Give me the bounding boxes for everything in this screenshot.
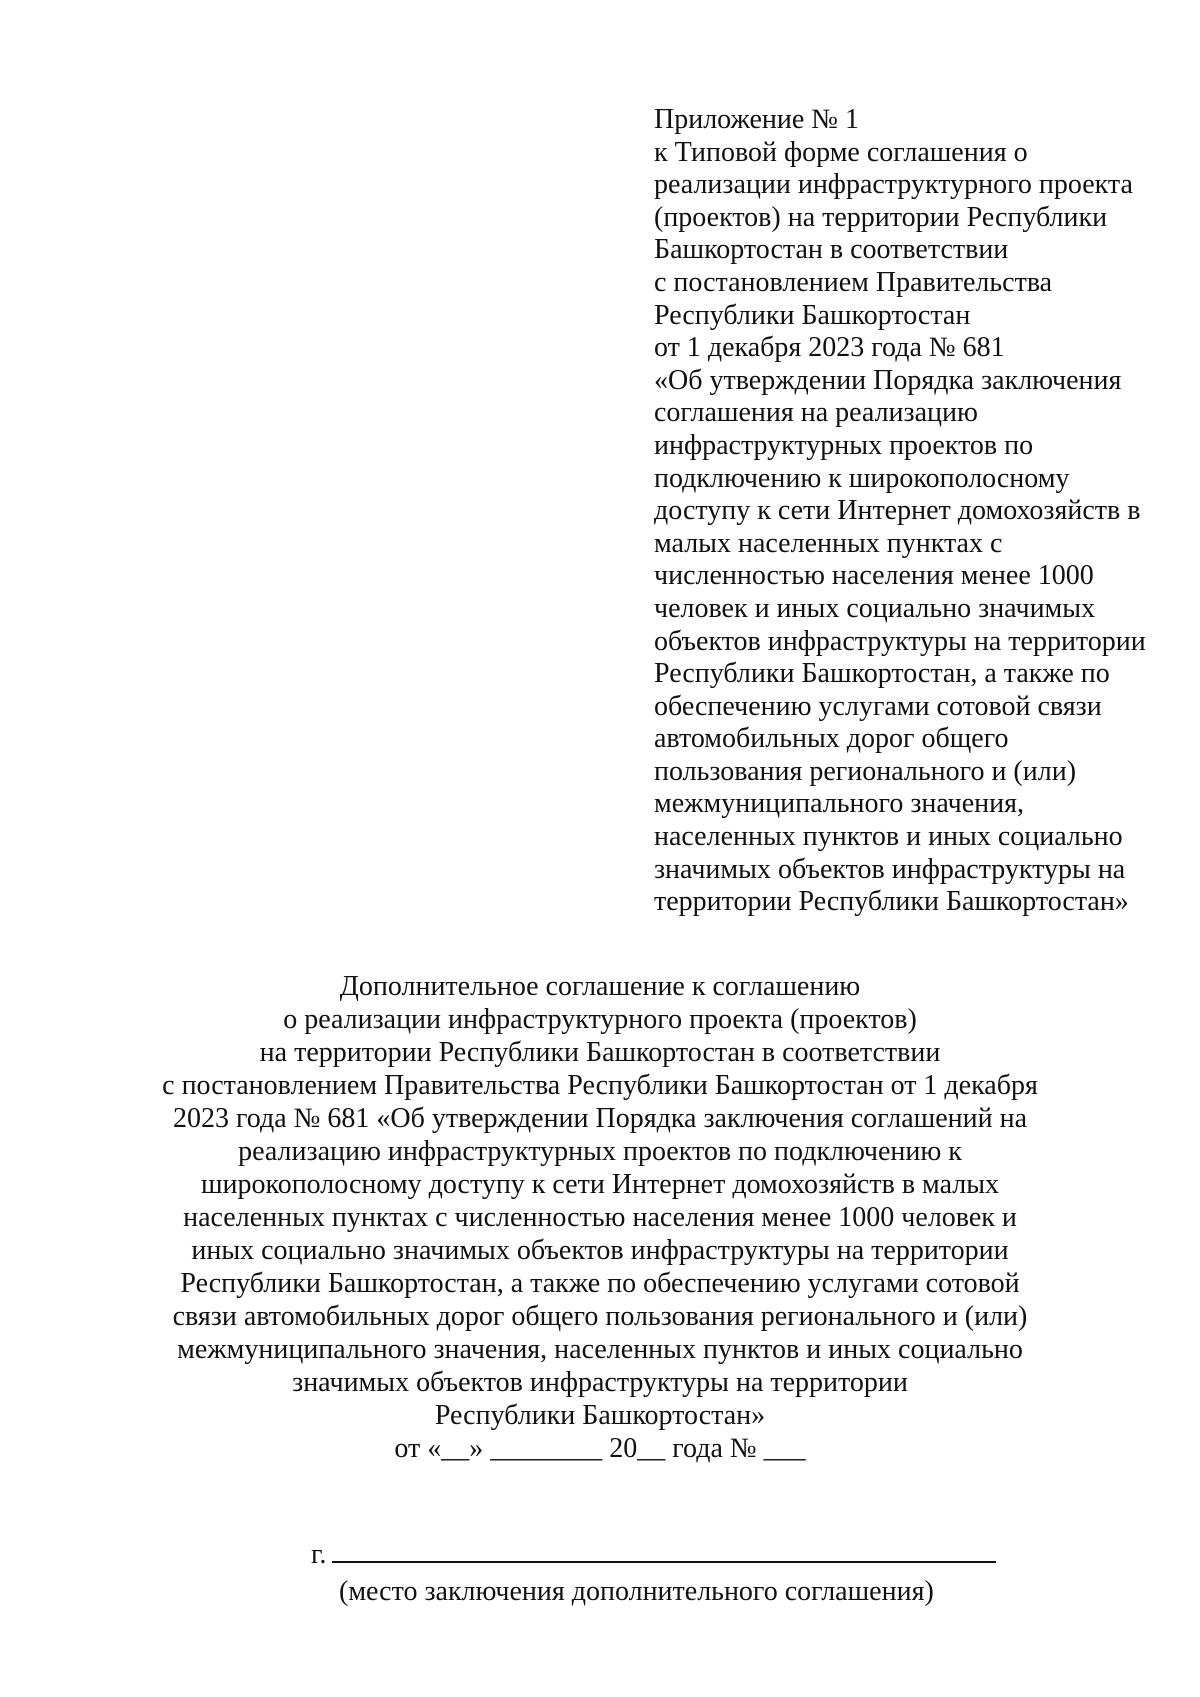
appendix-line: подключению к широкополосному — [654, 462, 1070, 494]
title-line: реализацию инфраструктурных проектов по подключению к — [238, 1136, 962, 1167]
title-line: Республики Башкортостан, а также по обеспечению услугами сотовой — [180, 1268, 1020, 1299]
title-line: с постановлением Правительства Республики Башкортостан от 1 декабря — [162, 1070, 1038, 1101]
place-blank-line — [332, 1535, 996, 1563]
appendix-line: территории Республики Башкортостан» — [654, 886, 1129, 918]
title-line: Дополнительное соглашение к соглашению — [339, 971, 861, 1002]
appendix-line: населенных пунктов и иных социально — [654, 821, 1123, 853]
title-line: населенных пунктах с численностью населения менее 1000 человек и — [183, 1202, 1017, 1233]
appendix-line: (проектов) на территории Республики — [654, 201, 1108, 233]
agreement-date-line: от «__» ________ 20__ года № ___ — [394, 1433, 806, 1464]
appendix-line: «Об утверждении Порядка заключения — [654, 364, 1122, 396]
title-line: 2023 года № 681 «Об утверждении Порядка заключения соглашений на — [173, 1103, 1027, 1134]
title-line: связи автомобильных дорог общего пользования регионального и (или) — [172, 1301, 1028, 1332]
appendix-line: численностью населения менее 1000 — [654, 560, 1094, 592]
title-line: межмуниципального значения, населенных пунктов и иных социально — [177, 1334, 1023, 1365]
appendix-line: человек и иных социально значимых — [654, 592, 1096, 624]
appendix-header — [654, 104, 1174, 919]
appendix-line: Республики Башкортостан — [654, 299, 971, 331]
place-of-conclusion — [311, 1535, 1031, 1608]
place-caption: (место заключения дополнительного соглашения) — [339, 1576, 934, 1607]
appendix-line: объектов инфраструктуры на территории — [654, 625, 1146, 657]
appendix-line: межмуниципального значения, — [654, 788, 1025, 820]
title-line: Республики Башкортостан» — [434, 1400, 766, 1431]
appendix-line: Республики Башкортостан, а также по — [654, 658, 1110, 690]
appendix-line: обеспечению услугами сотовой связи — [654, 690, 1102, 722]
appendix-line: с постановлением Правительства — [654, 266, 1053, 298]
appendix-line: доступу к сети Интернет домохозяйств в — [654, 495, 1141, 527]
appendix-line: реализации инфраструктурного проекта — [654, 169, 1133, 201]
appendix-line: к Типовой форме соглашения о — [654, 136, 1028, 168]
appendix-line: инфраструктурных проектов по — [654, 429, 1034, 461]
city-prefix: г. — [311, 1539, 327, 1570]
appendix-line: соглашения на реализацию — [654, 397, 978, 429]
appendix-line: автомобильных дорог общего — [654, 723, 1009, 755]
title-line: о реализации инфраструктурного проекта (проектов) — [283, 1004, 917, 1035]
title-line: иных социально значимых объектов инфраструктуры на территории — [191, 1235, 1009, 1266]
appendix-line: малых населенных пунктах с — [654, 527, 1003, 559]
appendix-line: Приложение № 1 — [654, 104, 859, 135]
title-line: на территории Республики Башкортостан в соответствии — [259, 1037, 941, 1068]
title-line: широкополосному доступу к сети Интернет домохозяйств в малых — [200, 1169, 1000, 1200]
appendix-line: пользования регионального и (или) — [654, 755, 1077, 787]
appendix-line: от 1 декабря 2023 года № 681 — [654, 332, 1005, 364]
title-line: значимых объектов инфраструктуры на территории — [292, 1367, 908, 1398]
place-row — [311, 1535, 1031, 1571]
appendix-line: Башкортостан в соответствии — [654, 234, 1009, 266]
document-title — [100, 970, 1100, 1465]
appendix-line: значимых объектов инфраструктуры на — [654, 853, 1126, 885]
